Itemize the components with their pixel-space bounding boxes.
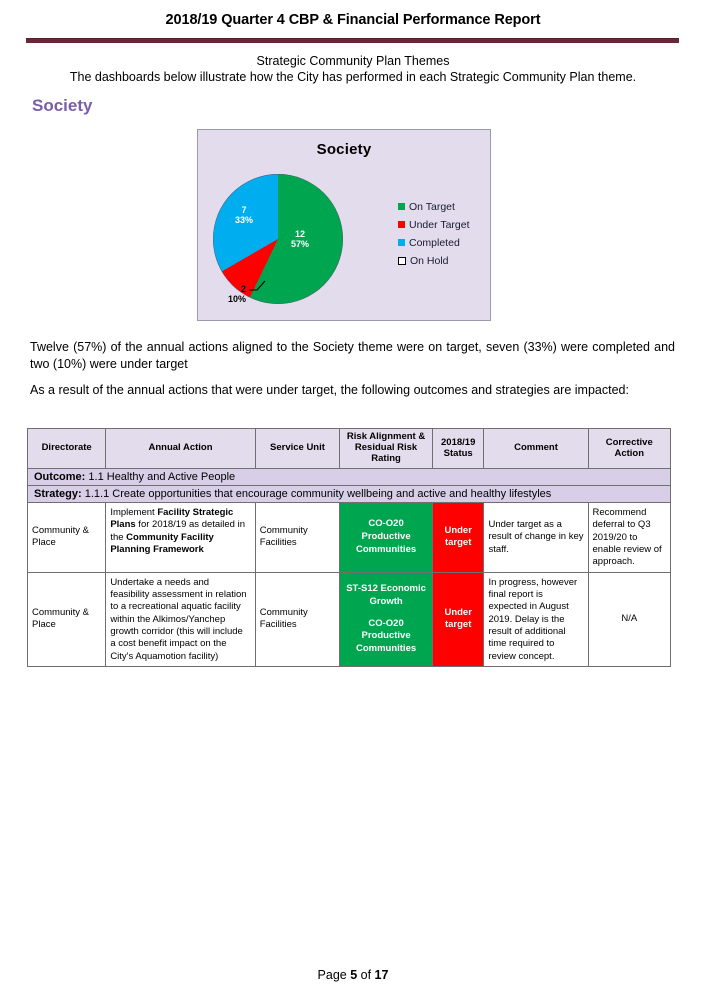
- footer-prefix: Page: [317, 968, 351, 982]
- risk-code-line: Growth: [369, 595, 403, 607]
- risk-code-line: Communities: [355, 543, 417, 555]
- risk-code-line: CO-O20: [368, 518, 404, 530]
- outcome-text: 1.1 Healthy and Active People: [85, 471, 236, 483]
- action-emphasis: Facility Strategic Plans: [110, 507, 234, 531]
- cell-risk-alignment: [340, 572, 433, 666]
- intro-description: The dashboards below illustrate how the City has performed in each Strategic Community Plan theme.: [69, 70, 637, 84]
- pie-chart: [213, 174, 348, 309]
- cell-corrective-action: N/A: [588, 572, 670, 666]
- legend-swatch-completed: [398, 239, 405, 246]
- risk-code-line: CO-O20: [368, 617, 404, 629]
- pie-label-on-target: 12 57%: [291, 229, 310, 249]
- risk-code-line: ST-S12 Economic: [346, 582, 426, 594]
- col-directorate: Directorate: [28, 429, 106, 469]
- legend-item-completed: [398, 234, 490, 251]
- legend-item-on-target: [398, 198, 490, 215]
- footer-current-page: 5: [350, 968, 358, 982]
- cell-risk-alignment: [340, 503, 433, 573]
- document-header: [0, 0, 706, 44]
- strategy-text: 1.1.1 Create opportunities that encourage community wellbeing and active and healthy lifestyles: [81, 488, 552, 500]
- risk-code-group: [344, 618, 428, 656]
- chart-title: Society: [316, 141, 372, 158]
- chart-legend: [398, 198, 490, 270]
- legend-label-on-hold: On Hold: [410, 254, 449, 267]
- legend-label-completed: Completed: [409, 236, 460, 249]
- action-text: Undertake a needs and feasibility assessment in relation to a recreational aquatic facility within the Alkimos/Yanchep growth corridor (this will include a cost benefit impact on the City's Aquamotion facility): [110, 576, 247, 662]
- summary-paragraph-2: As a result of the annual actions that were under target, the following outcomes and strategies are impacted:: [30, 383, 629, 397]
- risk-code-line: Communities: [355, 643, 417, 655]
- cell-directorate: Community & Place: [28, 503, 106, 573]
- cell-directorate: Community & Place: [28, 572, 106, 666]
- footer-middle: of: [357, 968, 375, 982]
- outcome-cell: [28, 469, 671, 486]
- table-header-row: [28, 429, 671, 469]
- col-service-unit: Service Unit: [255, 429, 339, 469]
- strategy-cell: [28, 486, 671, 503]
- cell-status: Under target: [432, 503, 484, 573]
- page-title: 2018/19 Quarter 4 CBP & Financial Performance Report: [165, 12, 541, 28]
- cell-comment: Under target as a result of change in key staff.: [484, 503, 588, 573]
- legend-label-on-target: On Target: [409, 200, 455, 213]
- legend-swatch-under-target: [398, 221, 405, 228]
- legend-swatch-on-target: [398, 203, 405, 210]
- action-text: for 2018/19 as detailed in the: [110, 519, 246, 543]
- cell-status: Under target: [432, 572, 484, 666]
- pie-label-under-target: 2 10%: [227, 284, 246, 304]
- cell-annual-action: [106, 503, 255, 573]
- footer-total-pages: 17: [374, 968, 389, 982]
- risk-code-line: Productive: [361, 530, 411, 542]
- strategy-row: [28, 486, 671, 503]
- summary-paragraph-1: Twelve (57%) of the annual actions aligned to the Society theme were on target, seven (33%) were completed and two (10%) were under target: [30, 340, 675, 371]
- legend-swatch-on-hold: [398, 257, 406, 265]
- cell-service-unit: Community Facilities: [255, 503, 339, 573]
- risk-code-group: [344, 583, 428, 609]
- cell-annual-action: [106, 572, 255, 666]
- table-row: [28, 572, 671, 666]
- outcome-label: Outcome:: [34, 471, 86, 483]
- action-text: Implement: [110, 507, 158, 518]
- performance-table: [27, 428, 671, 667]
- legend-item-on-hold: [398, 252, 490, 269]
- risk-code-line: Productive: [361, 630, 411, 642]
- col-corrective-action: Corrective Action: [588, 429, 670, 469]
- page-footer: [0, 968, 706, 982]
- strategy-label: Strategy:: [34, 488, 82, 500]
- outcome-row: [28, 469, 671, 486]
- pie-label-completed: 7 33%: [235, 205, 254, 225]
- action-emphasis: Community Facility Planning Framework: [110, 531, 214, 556]
- col-risk-alignment: Risk Alignment & Residual Risk Rating: [340, 429, 433, 469]
- section-heading-society: Society: [32, 96, 93, 115]
- themes-subtitle: Strategic Community Plan Themes: [256, 54, 450, 68]
- cell-comment: In progress, however final report is expected in August 2019. Delay is the result of additional time required to review concept.: [484, 572, 588, 666]
- table-row: [28, 503, 671, 573]
- legend-label-under-target: Under Target: [409, 218, 470, 231]
- risk-code-gap: [344, 609, 428, 618]
- legend-item-under-target: [398, 216, 490, 233]
- cell-service-unit: Community Facilities: [255, 572, 339, 666]
- header-divider: [26, 38, 679, 43]
- col-annual-action: Annual Action: [106, 429, 255, 469]
- col-comment: Comment: [484, 429, 588, 469]
- risk-code-group: [344, 518, 428, 556]
- cell-corrective-action: Recommend deferral to Q3 2019/20 to enable review of approach.: [588, 503, 670, 573]
- society-chart-panel: [197, 129, 491, 321]
- col-status: 2018/19 Status: [432, 429, 484, 469]
